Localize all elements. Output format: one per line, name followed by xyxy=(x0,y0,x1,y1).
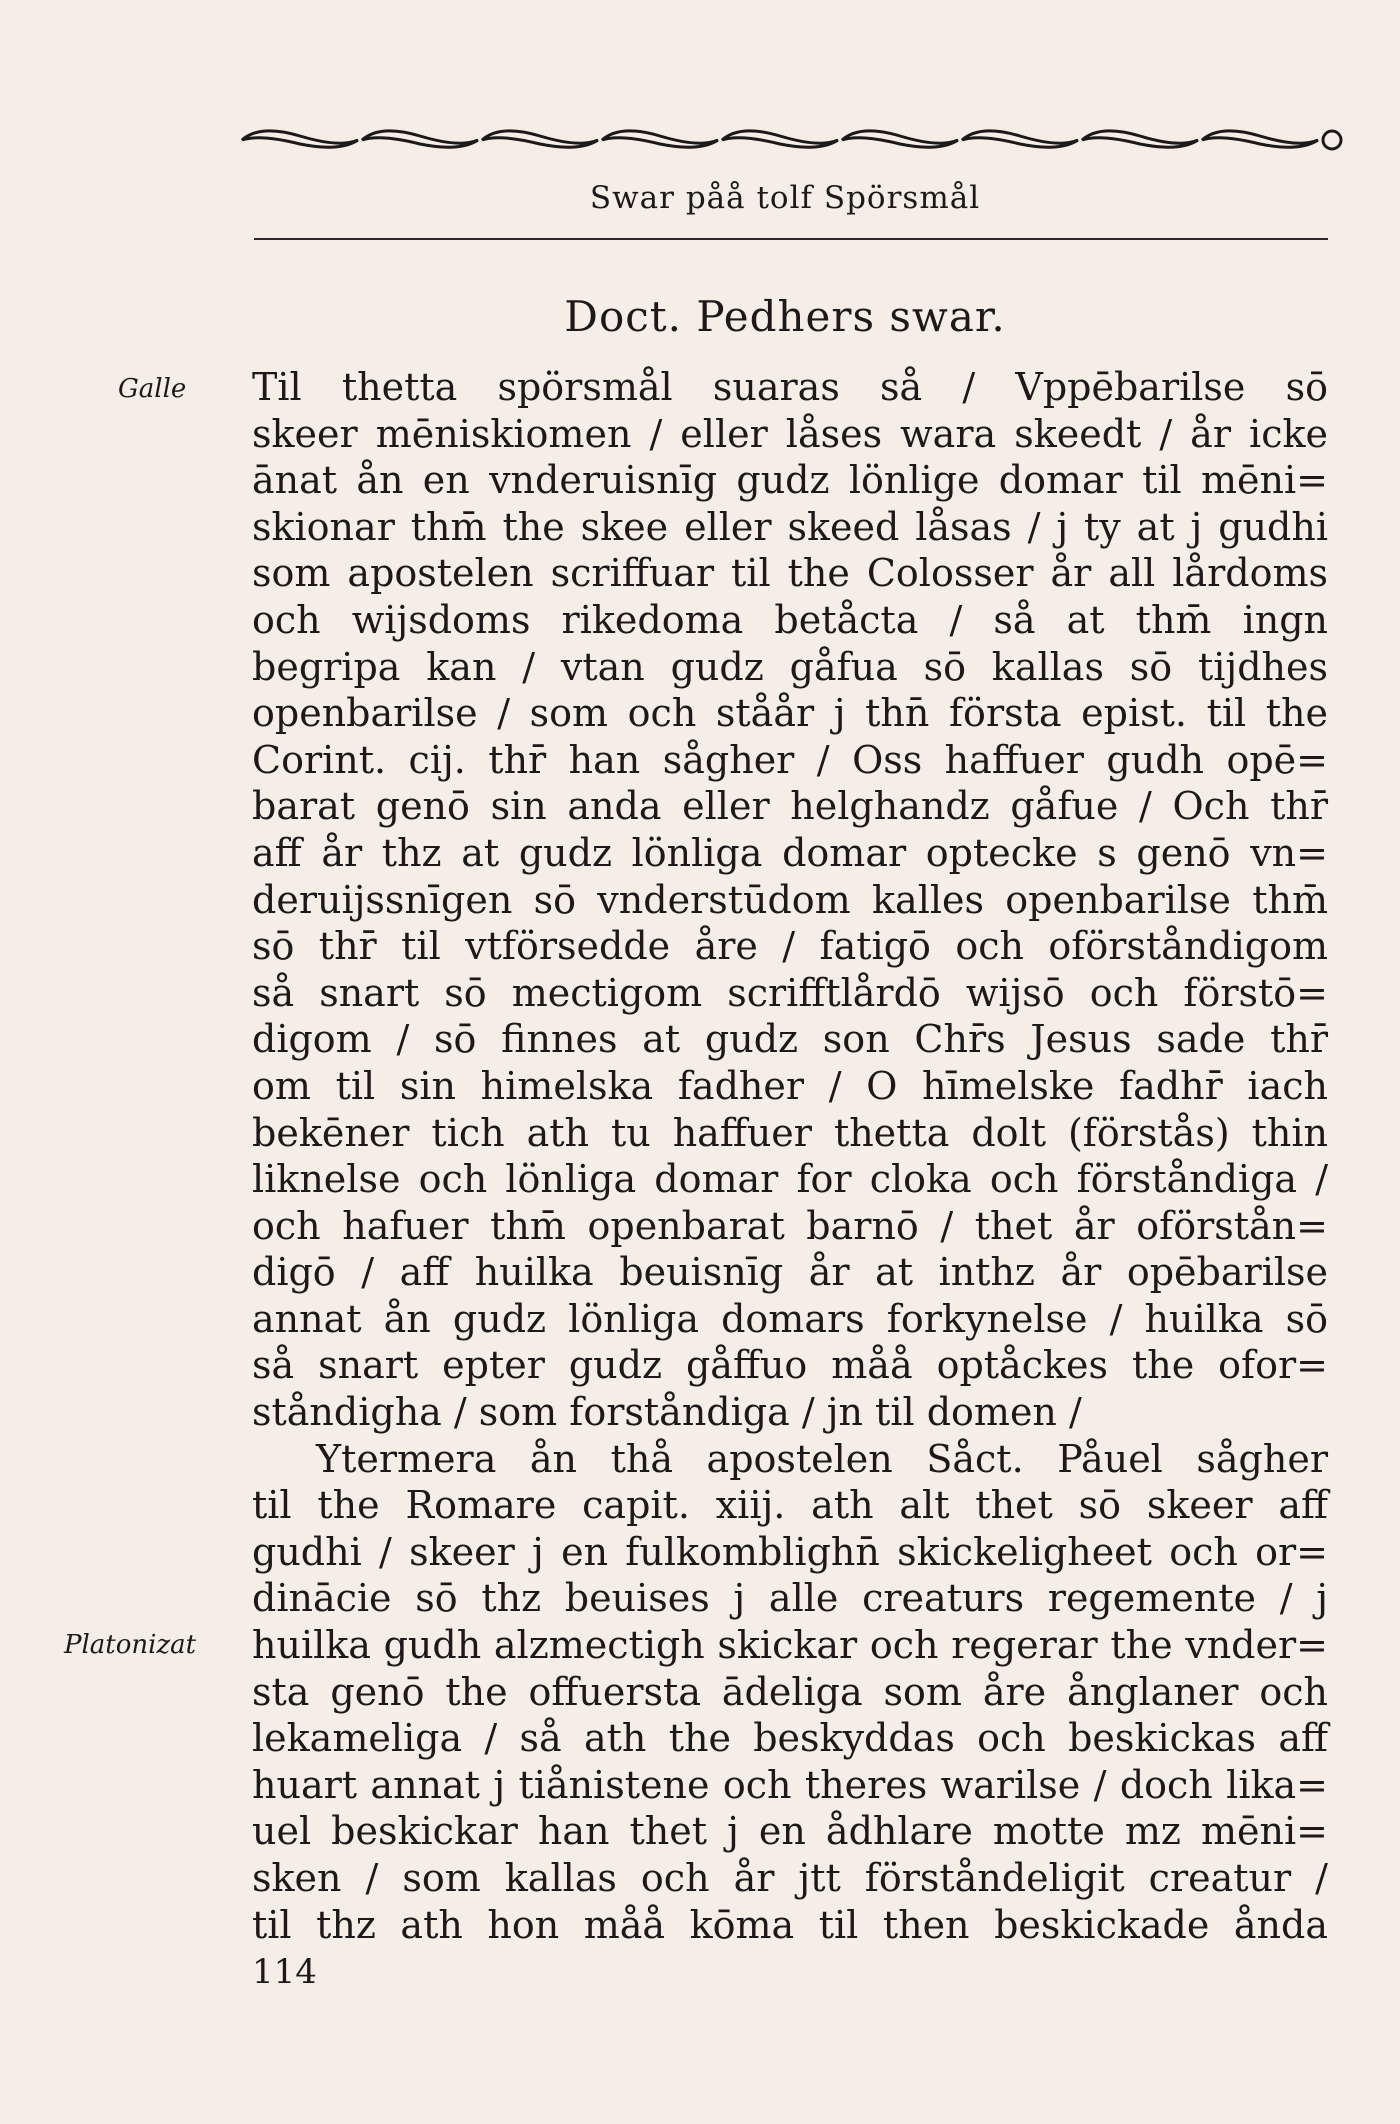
text-line: gudhi / skeer j en fulkomblighn̄ skickeligheet och or= xyxy=(252,1529,1328,1574)
text-line: skionar thm̄ the skee eller skeed låsas / j ty at j gudhi xyxy=(252,504,1328,549)
ornamental-border xyxy=(240,122,1346,158)
text-line: til thz ath hon måå kōma til then beskickade ånda xyxy=(252,1902,1328,1947)
text-line: Ytermera ån thå apostelen Såct. Påuel sågher xyxy=(316,1436,1328,1481)
body-text xyxy=(252,364,1328,1948)
text-line: begripa kan / vtan gudz gåfua sō kallas sō tijdhes xyxy=(252,644,1328,689)
text-line: och hafuer thm̄ openbarat barnō / thet år oförstån= xyxy=(252,1203,1328,1248)
text-line: huart annat j tiånistene och theres warilse / doch lika= xyxy=(252,1762,1328,1807)
text-line: aff år thz at gudz lönliga domar optecke s genō vn= xyxy=(252,830,1328,875)
text-line: om til sin himelska fadher / O hīmelske fadhr̄ iach xyxy=(252,1063,1328,1108)
text-line: openbarilse / som och ståår j thn̄ första epist. til the xyxy=(252,691,1328,736)
text-line: barat genō sin anda eller helghandz gåfue / Och thr̄ xyxy=(252,784,1328,829)
text-line: så snart epter gudz gåffuo måå optåckes the ofor= xyxy=(252,1343,1328,1388)
text-line: dinācie sō thz beuises j alle creaturs regemente / j xyxy=(252,1576,1328,1621)
text-line: och wijsdoms rikedoma betåcta / så at thm̄ ingn xyxy=(252,597,1328,642)
text-line: sta genō the offuersta ādeliga som åre ånglaner och xyxy=(252,1669,1328,1714)
margin-note-platonizat: Platonizat xyxy=(64,1630,197,1660)
text-line: sken / som kallas och år jtt förståndeligit creatur / xyxy=(252,1856,1328,1900)
header-rule xyxy=(254,238,1328,240)
text-line: sō thr̄ til vtförsedde åre / fatigō och oförståndigom xyxy=(252,924,1328,969)
text-line: huilka gudh alzmectigh skickar och regerar the vnder= xyxy=(252,1623,1328,1668)
text-line: digom / sō finnes at gudz son Chr̄s Jesus sade thr̄ xyxy=(252,1017,1328,1062)
page-number: 114 xyxy=(252,1952,317,1992)
text-line: ståndigha / som forståndiga / jn til domen / xyxy=(252,1390,1082,1435)
text-line: som apostelen scriffuar til the Colosser år all lårdoms xyxy=(252,551,1328,596)
text-line: så snart sō mectigom scrifftlårdō wijsō och förstō= xyxy=(252,970,1328,1015)
text-line: skeer mēniskiomen / eller låses wara skeedt / år icke xyxy=(252,411,1328,456)
text-line: lekameliga / så ath the beskyddas och beskickas aff xyxy=(252,1716,1328,1761)
text-line: annat ån gudz lönliga domars forkynelse / huilka sō xyxy=(252,1296,1328,1341)
text-line: liknelse och lönliga domar for cloka och förståndiga / xyxy=(252,1157,1328,1202)
margin-note-galle: Galle xyxy=(118,374,187,404)
text-line: bekēner tich ath tu haffuer thetta dolt (förstås) thin xyxy=(252,1110,1328,1155)
text-line: digō / aff huilka beuisnīg år at inthz år opēbarilse xyxy=(252,1250,1328,1295)
running-head: Swar påå tolf Spörsmål xyxy=(589,180,981,216)
text-line: uel beskickar han thet j en ådhlare motte mz mēni= xyxy=(252,1809,1328,1854)
text-line: Til thetta spörsmål suaras så / Vppēbarilse sō xyxy=(252,365,1328,409)
text-line: ānat ån en vnderuisnīg gudz lönlige domar til mēni= xyxy=(252,458,1328,503)
text-line: til the Romare capit. xiij. ath alt thet sō skeer aff xyxy=(252,1483,1328,1528)
section-heading: Doct. Pedhers swar. xyxy=(564,292,1006,341)
text-line: deruijssnīgen sō vnderstūdom kalles openbarilse thm̄ xyxy=(252,877,1328,922)
text-line: Corint. cij. thr̄ han sågher / Oss haffuer gudh opē= xyxy=(252,737,1328,782)
